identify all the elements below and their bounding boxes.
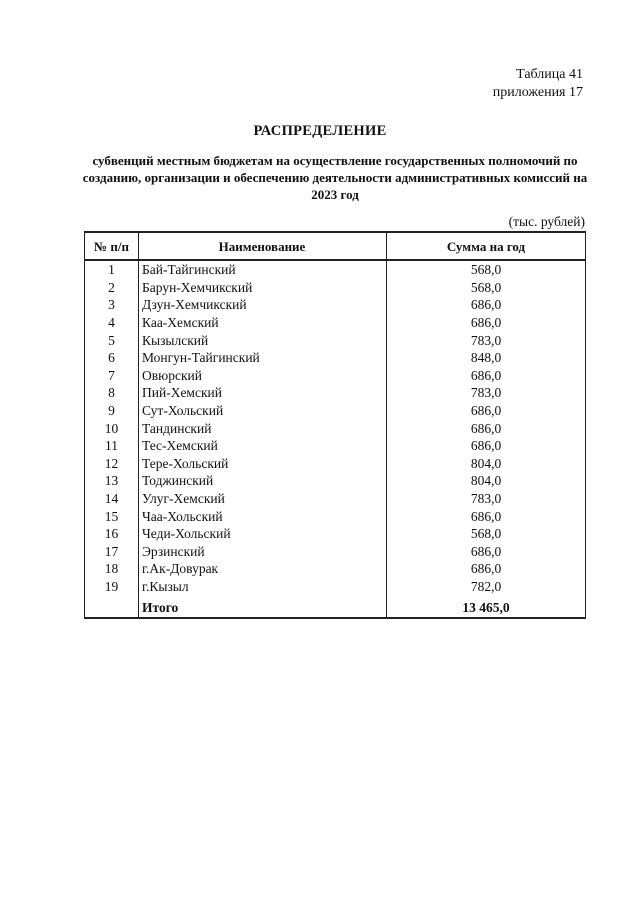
table-row <box>85 490 586 508</box>
table-row <box>85 279 586 297</box>
row-sum: 686,0 <box>387 402 586 420</box>
row-name: Сут-Хольский <box>139 402 387 420</box>
table-row <box>85 472 586 490</box>
row-sum: 686,0 <box>387 367 586 385</box>
row-sum: 568,0 <box>387 525 586 543</box>
document-title: РАСПРЕДЕЛЕНИЕ <box>253 123 387 139</box>
column-header-name: Наименование <box>139 232 387 260</box>
table-row <box>85 384 586 402</box>
row-number: 17 <box>85 543 139 561</box>
row-sum: 686,0 <box>387 560 586 578</box>
table-row <box>85 331 586 349</box>
row-number: 15 <box>85 507 139 525</box>
row-name: Монгун-Тайгинский <box>139 349 387 367</box>
row-number: 4 <box>85 314 139 332</box>
table-row <box>85 578 586 598</box>
row-number: 9 <box>85 402 139 420</box>
table-row <box>85 419 586 437</box>
row-name: Тере-Хольский <box>139 455 387 473</box>
row-number: 5 <box>85 331 139 349</box>
units-label: (тыс. рублей) <box>508 214 585 229</box>
row-sum: 686,0 <box>387 296 586 314</box>
row-name: Кызылский <box>139 331 387 349</box>
table-ref: Таблица 41 <box>516 67 583 82</box>
row-sum: 686,0 <box>387 543 586 561</box>
row-number: 10 <box>85 419 139 437</box>
row-number: 8 <box>85 384 139 402</box>
row-name: Овюрский <box>139 367 387 385</box>
row-sum: 782,0 <box>387 578 586 598</box>
table-row <box>85 296 586 314</box>
row-number: 12 <box>85 455 139 473</box>
table-row <box>85 525 586 543</box>
row-sum: 686,0 <box>387 314 586 332</box>
row-number: 7 <box>85 367 139 385</box>
table-row <box>85 560 586 578</box>
row-sum: 783,0 <box>387 384 586 402</box>
row-number: 11 <box>85 437 139 455</box>
row-name: Тандинский <box>139 419 387 437</box>
row-number: 3 <box>85 296 139 314</box>
row-sum: 804,0 <box>387 472 586 490</box>
row-sum: 568,0 <box>387 279 586 297</box>
row-number: 14 <box>85 490 139 508</box>
row-name: г.Кызыл <box>139 578 387 598</box>
column-header-number: № п/п <box>85 232 139 260</box>
table-total-row <box>85 597 586 618</box>
row-number: 19 <box>85 578 139 598</box>
table-row <box>85 437 586 455</box>
row-name: Барун-Хемчикский <box>139 279 387 297</box>
column-header-sum: Сумма на год <box>387 232 586 260</box>
row-name: Тоджинский <box>139 472 387 490</box>
distribution-table <box>84 231 586 619</box>
row-name: Улуг-Хемский <box>139 490 387 508</box>
row-number: 13 <box>85 472 139 490</box>
table-body <box>85 260 586 618</box>
row-name: Чеди-Хольский <box>139 525 387 543</box>
row-sum: 568,0 <box>387 260 586 279</box>
table-row <box>85 314 586 332</box>
row-sum: 686,0 <box>387 507 586 525</box>
document-reference <box>493 66 583 102</box>
appendix-ref: приложения 17 <box>492 85 583 100</box>
row-name: Пий-Хемский <box>139 384 387 402</box>
row-name: Эрзинский <box>139 543 387 561</box>
table-row <box>85 507 586 525</box>
table-row <box>85 455 586 473</box>
row-sum: 686,0 <box>387 437 586 455</box>
table-row <box>85 349 586 367</box>
row-name: Чаа-Хольский <box>139 507 387 525</box>
row-number: 6 <box>85 349 139 367</box>
table-row <box>85 543 586 561</box>
total-number-cell <box>85 597 139 618</box>
row-sum: 686,0 <box>387 419 586 437</box>
row-name: Каа-Хемский <box>139 314 387 332</box>
table-row <box>85 260 586 279</box>
row-sum: 783,0 <box>387 331 586 349</box>
row-number: 1 <box>85 260 139 279</box>
row-name: Дзун-Хемчикский <box>139 296 387 314</box>
row-sum: 848,0 <box>387 349 586 367</box>
row-name: Тес-Хемский <box>139 437 387 455</box>
table-header-row <box>85 232 586 260</box>
row-number: 16 <box>85 525 139 543</box>
row-sum: 804,0 <box>387 455 586 473</box>
total-sum: 13 465,0 <box>387 597 586 618</box>
row-name: г.Ак-Довурак <box>139 560 387 578</box>
document-subtitle: субвенций местным бюджетам на осуществление государственных полномочий по созданию, организации и обеспечению деятельности административных комиссий на 2023 год <box>82 153 588 202</box>
total-label: Итого <box>139 597 387 618</box>
table-row <box>85 367 586 385</box>
row-number: 2 <box>85 279 139 297</box>
row-number: 18 <box>85 560 139 578</box>
table-row <box>85 402 586 420</box>
row-sum: 783,0 <box>387 490 586 508</box>
row-name: Бай-Тайгинский <box>139 260 387 279</box>
